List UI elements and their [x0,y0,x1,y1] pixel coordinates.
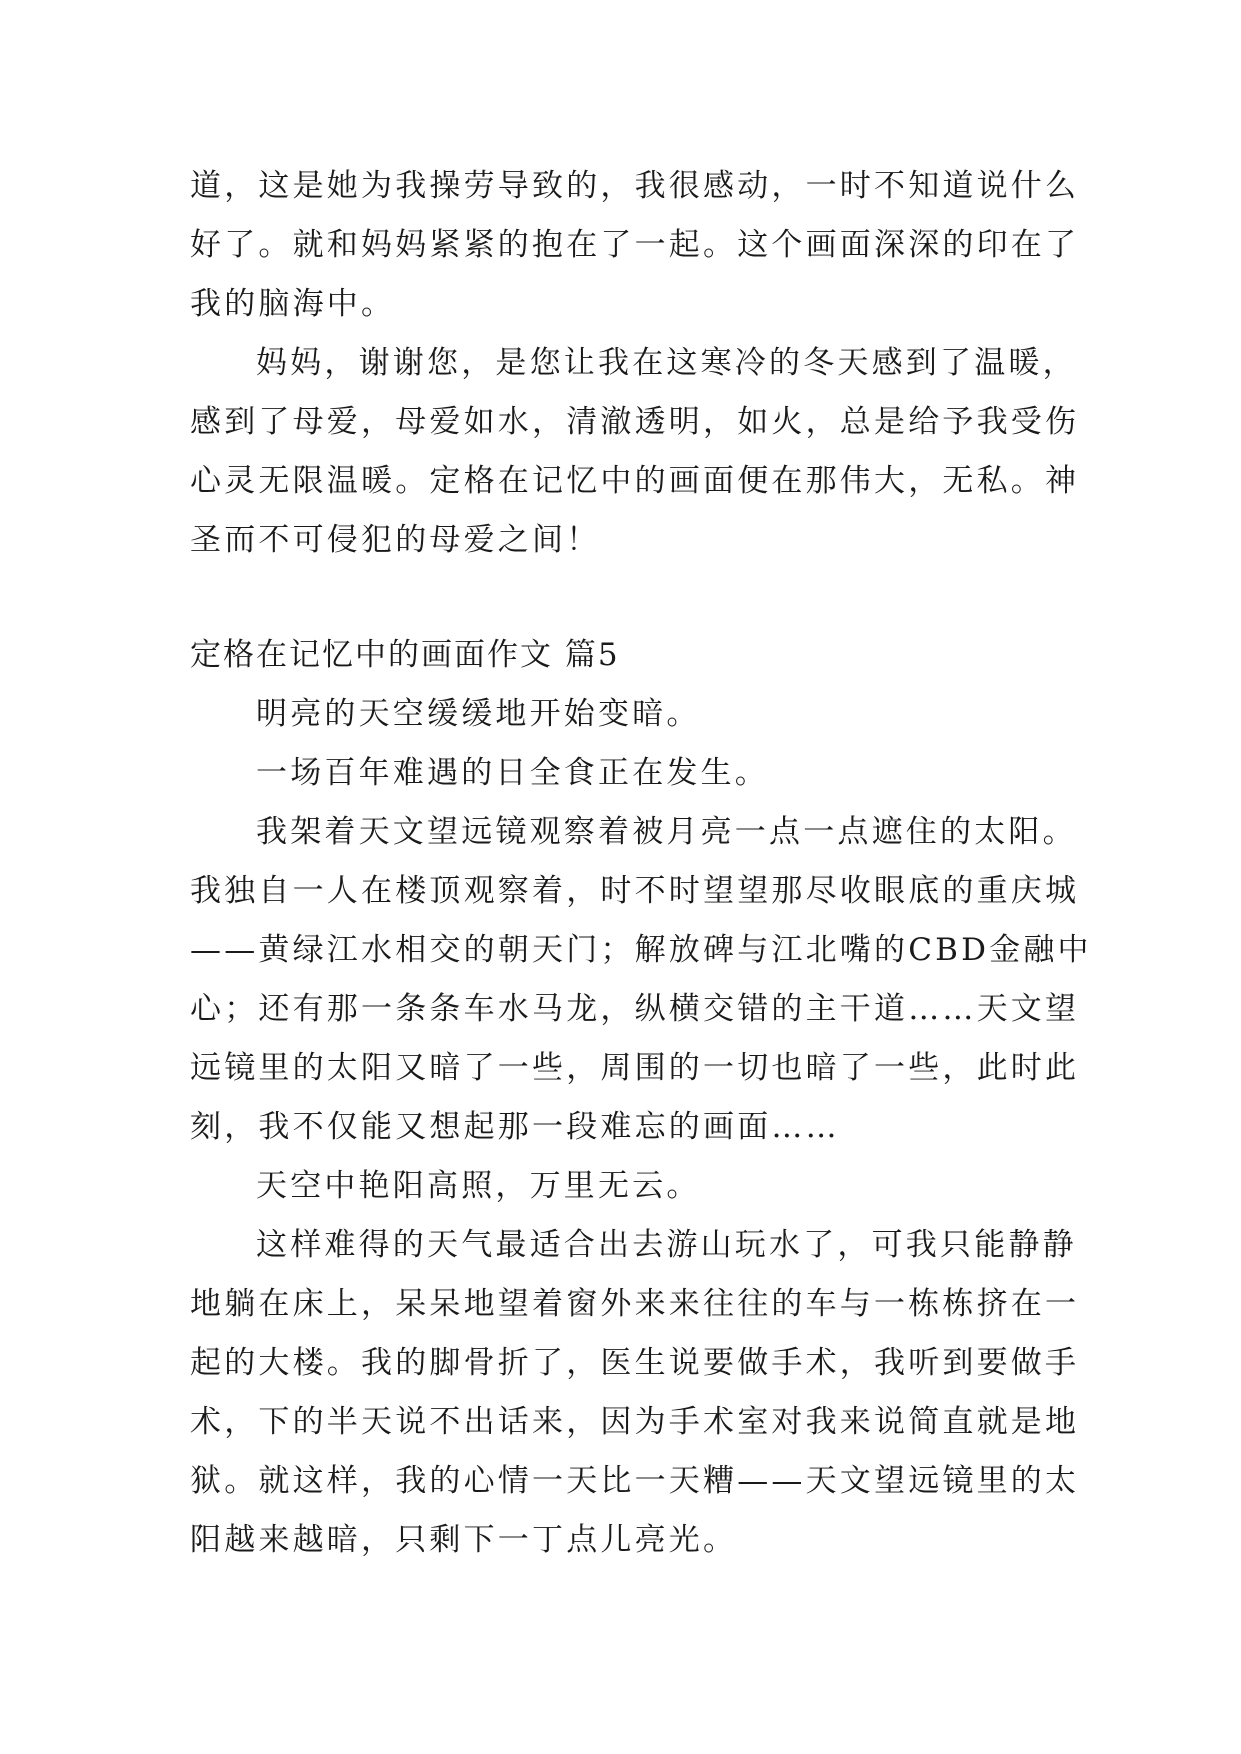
text-block-top [190,157,1080,570]
text-line: 心灵无限温暖。定格在记忆中的画面便在那伟大，无私。神 [190,463,1080,499]
text-line: 好了。就和妈妈紧紧的抱在了一起。这个画面深深的印在了 [190,227,1080,263]
text-line: ——黄绿江水相交的朝天门；解放碑与江北嘴的CBD金融中 [190,932,1092,968]
text-line: 我独自一人在楼顶观察着，时不时望望那尽收眼底的重庆城 [190,873,1080,909]
text-line: 狱。就这样，我的心情一天比一天糟——天文望远镜里的太 [190,1463,1080,1499]
text-line: 阳越来越暗，只剩下一丁点儿亮光。 [190,1522,738,1558]
text-line: 地躺在床上，呆呆地望着窗外来来往往的车与一栋栋挤在一 [190,1286,1080,1322]
text-line: 天空中艳阳高照，万里无云。 [256,1168,701,1204]
text-line: 我的脑海中。 [190,286,396,322]
text-line: 起的大楼。我的脚骨折了，医生说要做手术，我听到要做手 [190,1345,1080,1381]
text-line: 圣而不可侵犯的母爱之间！ [190,522,601,558]
text-line: 这样难得的天气最适合出去游山玩水了，可我只能静静 [256,1227,1077,1263]
text-line: 一场百年难遇的日全食正在发生。 [256,755,769,791]
text-line: 我架着天文望远镜观察着被月亮一点一点遮住的太阳。 [256,814,1077,850]
text-line: 道，这是她为我操劳导致的，我很感动，一时不知道说什么 [190,168,1080,204]
text-block-section [190,626,1092,1570]
text-line: 刻，我不仅能又想起那一段难忘的画面…… [190,1109,840,1145]
text-line: 远镜里的太阳又暗了一些，周围的一切也暗了一些，此时此 [190,1050,1080,1086]
text-line: 术，下的半天说不出话来，因为手术室对我来说简直就是地 [190,1404,1080,1440]
text-line: 明亮的天空缓缓地开始变暗。 [256,696,701,732]
text-line: 妈妈，谢谢您，是您让我在这寒冷的冬天感到了温暖， [256,345,1077,381]
section-title: 定格在记忆中的画面作文 篇5 [190,637,620,673]
text-line: 感到了母爱，母爱如水，清澈透明，如火，总是给予我受伤 [190,404,1080,440]
text-line: 心；还有那一条条车水马龙，纵横交错的主干道……天文望 [190,991,1080,1027]
